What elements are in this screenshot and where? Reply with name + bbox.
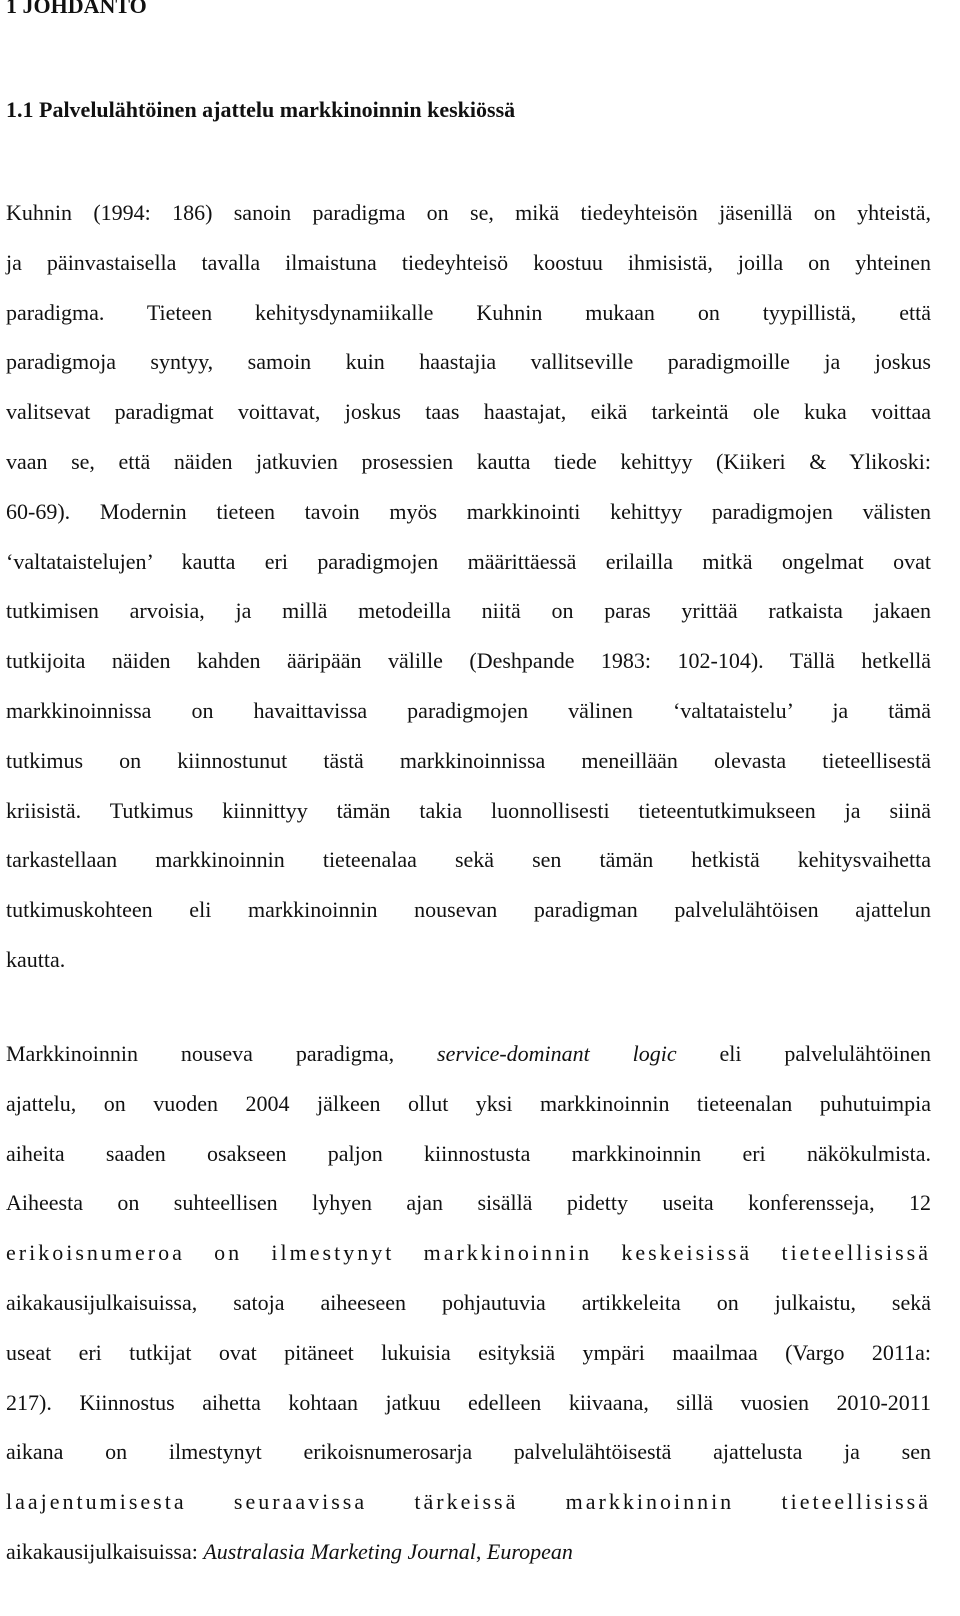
text-line: useat eri tutkijat ovat pitäneet lukuisia esityksiä ympäri maailmaa (Vargo 2011a: — [6, 1339, 931, 1365]
paragraph-1 — [6, 188, 931, 985]
term-italic: service-dominant logic — [437, 1041, 677, 1066]
text-line: aiheita saaden osakseen paljon kiinnostusta markkinoinnin eri näkökulmista. — [6, 1140, 931, 1166]
text-line: erikoisnumeroa on ilmestynyt markkinoinnin keskeisissä tieteellisissä — [6, 1240, 931, 1266]
text-line: vaan se, että näiden jatkuvien prosessien kautta tiede kehittyy (Kiikeri & Ylikoski: — [6, 448, 931, 474]
text-line: ‘valtataistelujen’ kautta eri paradigmojen määrittäessä erilailla mitkä ongelmat ovat — [6, 548, 931, 574]
journal-title: European — [486, 1538, 573, 1564]
text-line: tutkimus on kiinnostunut tästä markkinoinnissa meneillään olevasta tieteellisestä — [6, 747, 931, 773]
text-span: eli palvelulähtöinen — [676, 1041, 931, 1066]
text-span: aikakausijulkaisuissa: — [6, 1538, 204, 1564]
text-line: paradigma. Tieteen kehitysdynamiikalle Kuhnin mukaan on tyypillistä, että — [6, 299, 931, 325]
text-line: laajentumisesta seuraavissa tärkeissä markkinoinnin tieteellisissä — [6, 1489, 931, 1515]
text-line: aikakausijulkaisuissa, satoja aiheeseen pohjautuvia artikkeleita on julkaistu, sekä — [6, 1289, 931, 1315]
text-line: aikana on ilmestynyt erikoisnumerosarja palvelulähtöisestä ajattelusta ja sen — [6, 1439, 931, 1465]
text-span: Markkinoinnin nouseva paradigma, — [6, 1041, 438, 1066]
text-line — [6, 1527, 931, 1577]
text-line: 217). Kiinnostus aihetta kohtaan jatkuu edelleen kiivaana, sillä vuosien 2010-2011 — [6, 1389, 931, 1415]
text-line: tutkijoita näiden kahden ääripään välille (Deshpande 1983: 102-104). Tällä hetkellä — [6, 648, 931, 674]
chapter-heading: 1 JOHDANTO — [6, 0, 147, 18]
text-line: Aiheesta on suhteellisen lyhyen ajan sisällä pidetty useita konferensseja, 12 — [6, 1190, 931, 1216]
text-line: ja päinvastaisella tavalla ilmaistuna tiedeyhteisö koostuu ihmisistä, joilla on yhteinen — [6, 249, 931, 275]
text-line: kautta. — [6, 946, 66, 972]
text-line — [6, 1029, 931, 1079]
section-heading: 1.1 Palvelulähtöinen ajattelu markkinoinnin keskiössä — [6, 97, 516, 122]
text-line: tarkastellaan markkinoinnin tieteenalaa sekä sen tämän hetkistä kehitysvaihetta — [6, 847, 931, 873]
text-span: , — [475, 1538, 487, 1564]
text-line: tutkimisen arvoisia, ja millä metodeilla niitä on paras yrittää ratkaista jakaen — [6, 598, 931, 624]
text-line: valitsevat paradigmat voittavat, joskus taas haastajat, eikä tarkeintä ole kuka voittaa — [6, 399, 931, 425]
text-line: markkinoinnissa on havaittavissa paradigmojen välinen ‘valtataistelu’ ja tämä — [6, 697, 931, 723]
text-line: tutkimuskohteen eli markkinoinnin nousevan paradigman palvelulähtöisen ajattelun — [6, 897, 931, 923]
text-line: ajattelu, on vuoden 2004 jälkeen ollut yksi markkinoinnin tieteenalan puhutuimpia — [6, 1090, 931, 1116]
text-line: kriisistä. Tutkimus kiinnittyy tämän takia luonnollisesti tieteentutkimukseen ja siinä — [6, 797, 931, 823]
text-line: 60-69). Modernin tieteen tavoin myös markkinointi kehittyy paradigmojen välisten — [6, 498, 931, 524]
text-line: Kuhnin (1994: 186) sanoin paradigma on se, mikä tiedeyhteisön jäsenillä on yhteistä, — [6, 200, 931, 225]
paragraph-2 — [6, 1029, 931, 1577]
journal-title: Australasia Marketing Journal — [203, 1538, 476, 1564]
text-line: paradigmoja syntyy, samoin kuin haastajia vallitseville paradigmoille ja joskus — [6, 349, 931, 375]
